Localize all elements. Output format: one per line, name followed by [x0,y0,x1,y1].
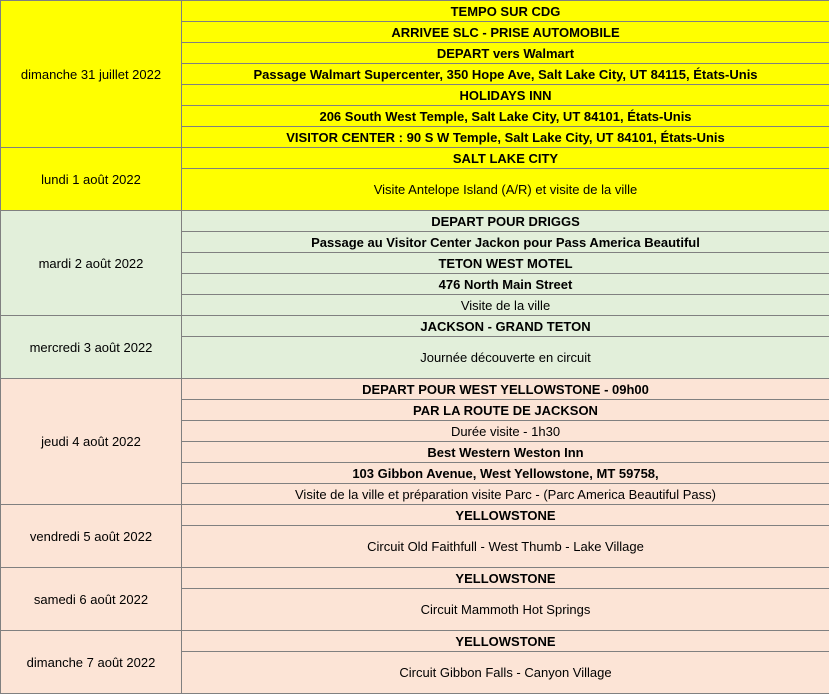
activity-cell: 476 North Main Street [182,274,829,295]
activity-cell: 206 South West Temple, Salt Lake City, UT 84101, États-Unis [182,106,829,127]
activity-cell: DEPART vers Walmart [182,43,829,64]
activity-cell: Visite Antelope Island (A/R) et visite de la ville [182,169,829,211]
itinerary-body [1,1,829,694]
itinerary-row [1,316,829,337]
activity-cell: SALT LAKE CITY [182,148,829,169]
activity-cell: YELLOWSTONE [182,631,829,652]
itinerary-row [1,568,829,589]
activity-cell: 103 Gibbon Avenue, West Yellowstone, MT 59758, [182,463,829,484]
activity-cell: DEPART POUR DRIGGS [182,211,829,232]
activity-cell: Durée visite - 1h30 [182,421,829,442]
itinerary-row [1,148,829,169]
activity-cell: PAR LA ROUTE DE JACKSON [182,400,829,421]
day-date: vendredi 5 août 2022 [1,505,182,568]
activity-cell: DEPART POUR WEST YELLOWSTONE - 09h00 [182,379,829,400]
itinerary-row [1,631,829,652]
activity-cell: YELLOWSTONE [182,568,829,589]
day-date: dimanche 31 juillet 2022 [1,1,182,148]
itinerary-row [1,379,829,400]
activity-cell: TETON WEST MOTEL [182,253,829,274]
day-date: lundi 1 août 2022 [1,148,182,211]
itinerary-row [1,505,829,526]
activity-cell: Passage Walmart Supercenter, 350 Hope Ave, Salt Lake City, UT 84115, États-Unis [182,64,829,85]
activity-cell: YELLOWSTONE [182,505,829,526]
day-date: jeudi 4 août 2022 [1,379,182,505]
activity-cell: TEMPO SUR CDG [182,1,829,22]
itinerary-row [1,211,829,232]
activity-cell: VISITOR CENTER : 90 S W Temple, Salt Lake City, UT 84101, États-Unis [182,127,829,148]
activity-cell: Best Western Weston Inn [182,442,829,463]
activity-cell: Passage au Visitor Center Jackon pour Pass America Beautiful [182,232,829,253]
day-date: mercredi 3 août 2022 [1,316,182,379]
activity-cell: HOLIDAYS INN [182,85,829,106]
day-date: mardi 2 août 2022 [1,211,182,316]
day-date: dimanche 7 août 2022 [1,631,182,694]
activity-cell: Circuit Mammoth Hot Springs [182,589,829,631]
activity-cell: Journée découverte en circuit [182,337,829,379]
itinerary-row [1,1,829,22]
activity-cell: Visite de la ville et préparation visite Parc - (Parc America Beautiful Pass) [182,484,829,505]
activity-cell: ARRIVEE SLC - PRISE AUTOMOBILE [182,22,829,43]
activity-cell: Visite de la ville [182,295,829,316]
activity-cell: Circuit Old Faithfull - West Thumb - Lake Village [182,526,829,568]
activity-cell: Circuit Gibbon Falls - Canyon Village [182,652,829,694]
activity-cell: JACKSON - GRAND TETON [182,316,829,337]
day-date: samedi 6 août 2022 [1,568,182,631]
